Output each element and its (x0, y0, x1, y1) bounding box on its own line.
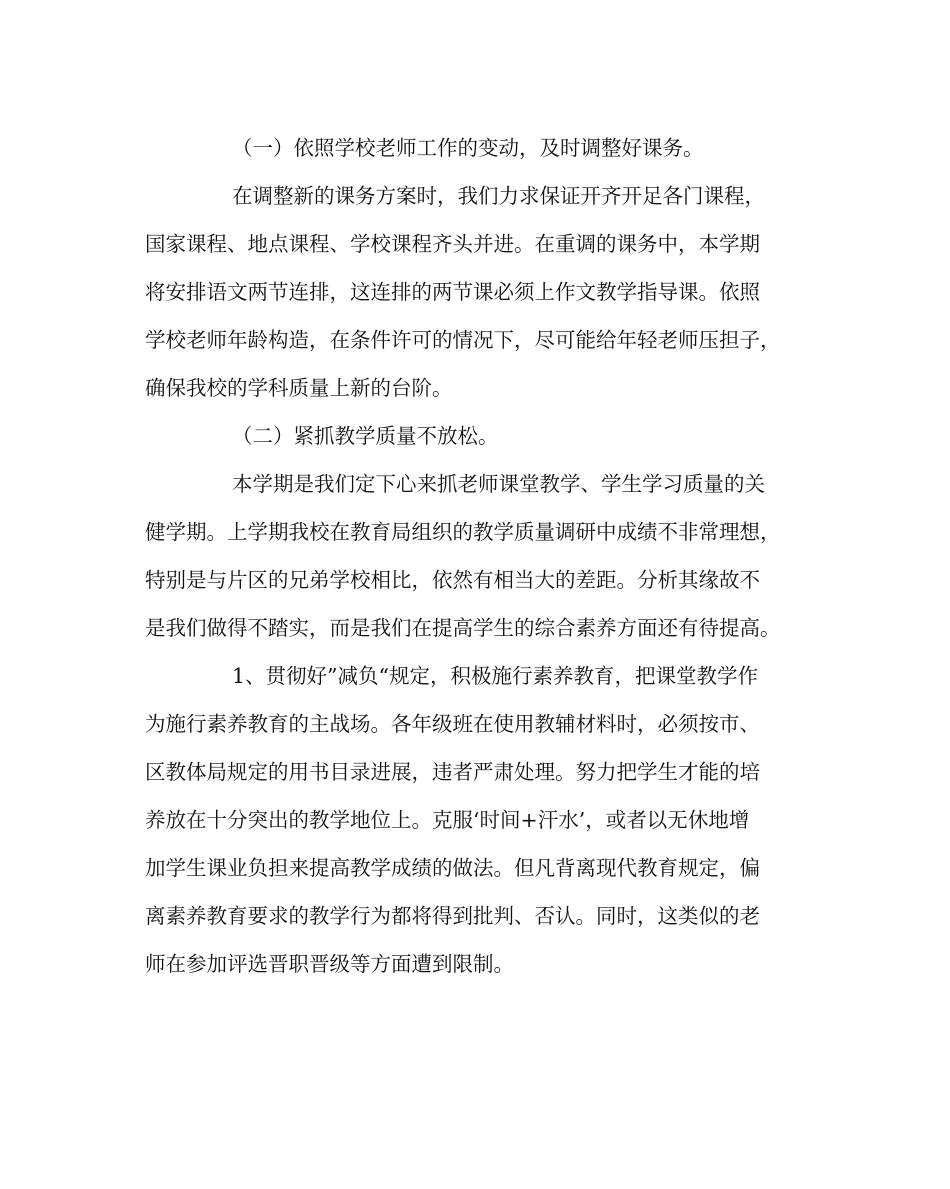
text-line: 将安排语文两节连排，这连排的两节课必须上作文教学指导课。依照 (145, 280, 760, 304)
text-line: 本学期是我们定下心来抓老师课堂教学、学生学习质量的关 (232, 472, 765, 496)
text-line: 特别是与片区的兄弟学校相比，依然有相当大的差距。分析其缘故不 (145, 568, 760, 592)
text-line: 健学期。上学期我校在教育局组织的教学质量调研中成绩不非常理想， (145, 520, 781, 544)
text-line: 1、贯彻好”减负“规定，积极施行素养教育，把课堂教学作 (232, 664, 759, 688)
text-line: 是我们做得不踏实，而是我们在提高学生的综合素养方面还有待提高。 (145, 616, 781, 640)
text-line: 国家课程、地点课程、学校课程齐头并进。在重调的课务中，本学期 (145, 232, 760, 256)
text-line: 加学生课业负担来提高教学成绩的做法。但凡背离现代教育规定，偏 (145, 856, 760, 880)
text-line: 养放在十分突出的教学地位上。克服‘时间+汗水’，或者以无休地增 (145, 808, 750, 832)
document-body (145, 124, 805, 988)
text-line: 区教体局规定的用书目录进展，违者严肃处理。努力把学生才能的培 (145, 760, 760, 784)
text-line: 为施行素养教育的主战场。各年级班在使用教辅材料时，必须按市、 (145, 712, 760, 736)
text-line: 学校老师年龄构造，在条件许可的情况下，尽可能给年轻老师压担子， (145, 328, 781, 352)
text-line: （一）依照学校老师工作的变动，及时调整好课务。 (232, 136, 704, 160)
text-line: 确保我校的学科质量上新的台阶。 (145, 376, 453, 400)
text-line: （二）紧抓教学质量不放松。 (232, 424, 499, 448)
text-line: 离素养教育要求的教学行为都将得到批判、否认。同时，这类似的老 (145, 904, 760, 928)
text-line: 师在参加评选晋职晋级等方面遭到限制。 (145, 952, 514, 976)
text-line: 在调整新的课务方案时，我们力求保证开齐开足各门课程， (232, 184, 765, 208)
